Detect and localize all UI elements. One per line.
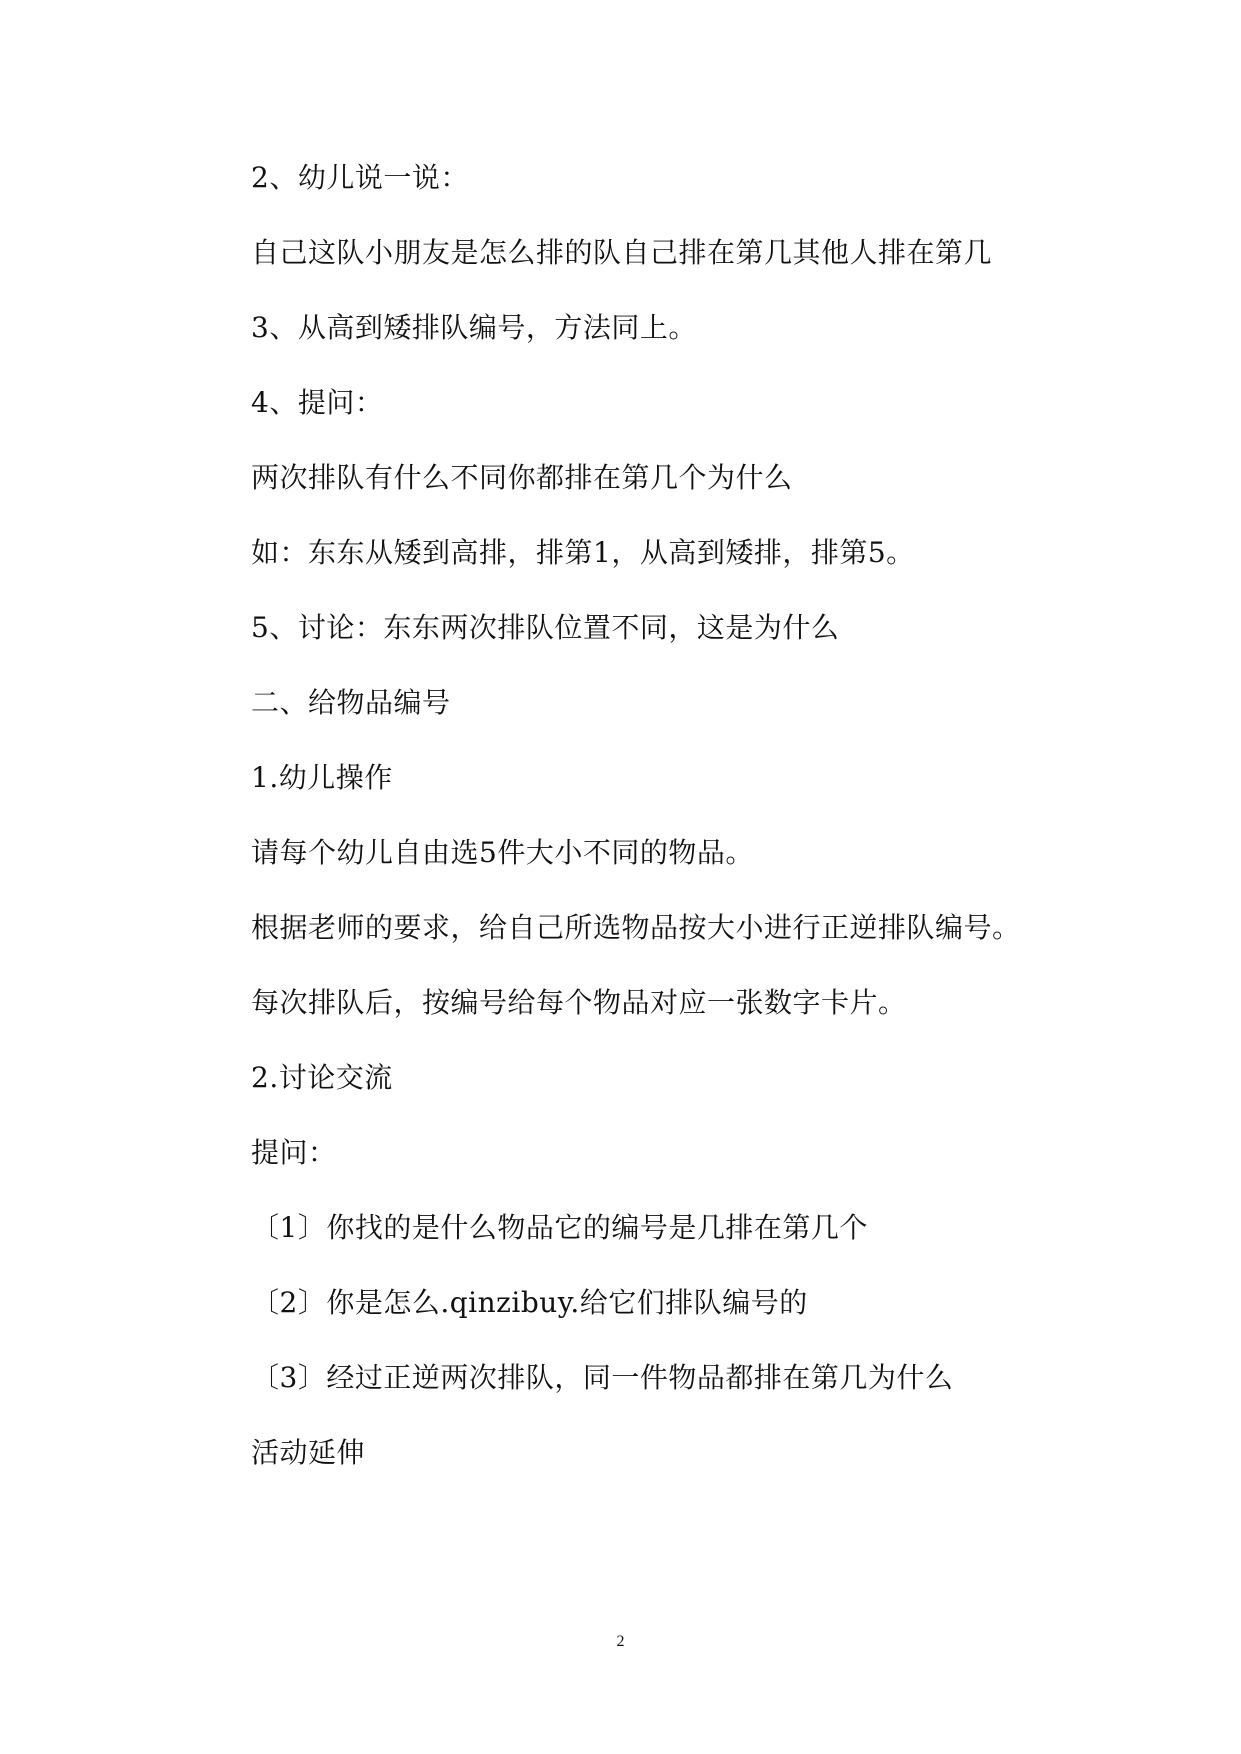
subsection-heading: 2.讨论交流 xyxy=(251,1061,393,1094)
paragraph-line: 3、从高到矮排队编号，方法同上。 xyxy=(251,311,697,344)
paragraph-line: 每次排队后，按编号给每个物品对应一张数字卡片。 xyxy=(251,986,907,1019)
paragraph-line: 如：东东从矮到高排，排第1，从高到矮排，排第5。 xyxy=(251,536,915,569)
paragraph-line: 根据老师的要求，给自己所选物品按大小进行正逆排队编号。 xyxy=(251,911,1021,944)
paragraph-line: 2、幼儿说一说： xyxy=(251,161,469,194)
paragraph-line: 5、讨论：东东两次排队位置不同，这是为什么 xyxy=(251,611,840,644)
page-number: 2 xyxy=(616,1633,625,1650)
subsection-heading: 1.幼儿操作 xyxy=(251,761,393,794)
list-item: 〔1〕你找的是什么物品它的编号是几排在第几个 xyxy=(251,1211,868,1244)
section-heading: 活动延伸 xyxy=(251,1436,366,1469)
list-item: 〔3〕经过正逆两次排队，同一件物品都排在第几为什么 xyxy=(251,1361,954,1394)
list-item: 〔2〕你是怎么.qinzibuy.给它们排队编号的 xyxy=(251,1286,808,1319)
paragraph-line: 提问： xyxy=(251,1136,337,1169)
paragraph-line: 4、提问： xyxy=(251,386,384,419)
paragraph-line: 请每个幼儿自由选5件大小不同的物品。 xyxy=(251,836,754,869)
section-heading: 二、给物品编号 xyxy=(251,686,451,719)
paragraph-line: 自己这队小朋友是怎么排的队自己排在第几其他人排在第几 xyxy=(251,236,993,269)
paragraph-line: 两次排队有什么不同你都排在第几个为什么 xyxy=(251,461,793,494)
